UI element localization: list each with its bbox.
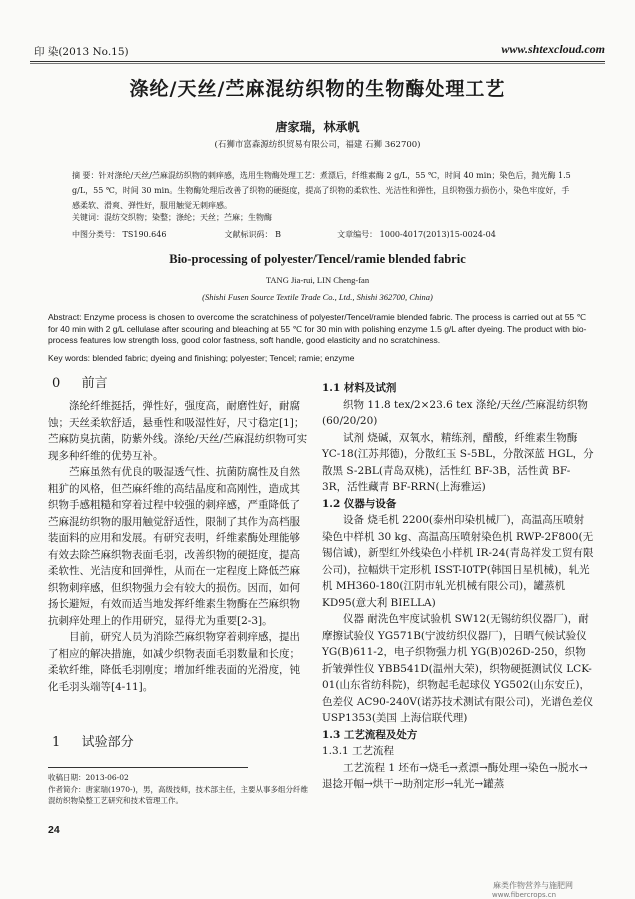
- footnote-rule: [48, 767, 248, 768]
- subsubsection-heading: 1.3.1 工艺流程: [322, 745, 395, 757]
- paragraph: 仪器 耐洗色牢度试验机 SW12(无锡纺织仪器厂)，耐摩擦试验仪 YG571B(宁波纺织仪器厂)，日晒气候试验仪 YG(B)611-2，电子织物强力机 YG(B)026D-250，织物折皱弹性仪 YBB541D(温州大荣)，织物硬挺测试仪 LCK-01(山东省纺科院)，织物起毛起球仪 YG502(山东安丘)，色差仪 AC90-240V(诺苏技术测试有限公司)，光谱色差仪 USP1353(美国 上海信联代理): [322, 613, 594, 724]
- body-right: [322, 380, 594, 793]
- paragraph: 试剂 烧碱，双氧水，精练剂，醋酸，纤维素生物酶 YC-18(江苏邦德)，分散红玉 S-5BL，分散深蓝 HGL，分散黑 S-2BL(青岛双桃)，活性红 BF-3B，活性黄 BF-3R，活性藏青 BF-RRN(上海雅运): [322, 431, 594, 493]
- affiliation-en: (Shishi Fusen Source Textile Trade Co., Ltd., Shishi 362700, China): [202, 292, 433, 302]
- page-number: 24: [48, 824, 60, 836]
- classification-row: [72, 229, 592, 240]
- journal-url[interactable]: www.shtexcloud.com: [501, 42, 605, 56]
- paragraph: 涤纶纤维挺括，弹性好，强度高，耐磨性好，耐腐蚀；天丝柔软舒适，悬垂性和吸湿性好，尺寸稳定[1]；苎麻防臭抗菌，防紫外线。涤纶/天丝/苎麻混纺织物可实现多种纤维的优势互补。: [48, 400, 308, 462]
- paragraph: 工艺流程 1 坯布→烧毛→煮漂→酶处理→染色→脱水→退捻开幅→烘干→助剂定形→轧光→罐蒸: [322, 761, 588, 790]
- author-bio: 作者简介：唐家瑞(1970-)，男，高级技师，技术部主任，主要从事多组分纤维混纺织物染整工艺研究和技术管理工作。: [48, 784, 308, 805]
- subsection-heading: 1.1 材料及试剂: [322, 382, 397, 394]
- paragraph: 织物 11.8 tex/2×23.6 tex 涤纶/天丝/苎麻混纺织物(60/20/20): [322, 398, 588, 427]
- journal-header: 印 染(2013 No.15): [34, 46, 129, 58]
- keywords-en: Key words: blended fabric; dyeing and finishing; polyester; Tencel; ramie; enzyme: [48, 353, 355, 363]
- body-left: [48, 398, 310, 695]
- subsection-heading: 1.2 仪器与设备: [322, 497, 397, 510]
- header-rule: [30, 61, 605, 62]
- document-code: 文献标识码： B: [224, 230, 281, 239]
- article-number: 文章编号： 1000-4017(2013)15-0024-04: [337, 230, 496, 239]
- section-number: 1: [52, 735, 61, 750]
- section-0-heading: [48, 376, 310, 393]
- paragraph: 设备 烧毛机 2200(泰州印染机械厂)，高温高压喷射染色中样机 30 kg、高温高压喷射染色机 RWP-2F800(无锡信诚)，新型红外线染色小样机 IR-24(青岛祥发工贸有限公司)，拉幅烘干定形机 ISST-I0TP(韩国日星机械)，轧光机 MH360-180(江阴市轧光机械有限公司)，罐蒸机 KD95(意大利 BIELLA): [322, 514, 594, 609]
- keywords-zh: 关键词：混纺交织物；染整；涤纶；天丝；苎麻；生物酶: [72, 213, 272, 222]
- paragraph: 目前，研究人员为消除苎麻织物穿着刺痒感，提出了相应的解决措施，如减少织物表面毛羽数量和长度；柔软纤维，降低毛羽刚度；增加纤维表面的光滑度，钝化毛羽头端等[4-11]。: [48, 631, 300, 693]
- section-title: 试验部分: [81, 735, 134, 750]
- clc-number: 中图分类号： TS190.646: [72, 230, 167, 239]
- section-title: 前言: [81, 376, 108, 391]
- title-en: Bio-processing of polyester/Tencel/ramie blended fabric: [169, 252, 466, 266]
- abstract-zh: 摘 要：针对涤纶/天丝/苎麻混纺织物的刺痒感，选用生物酶处理工艺：煮漂后，纤维素酶 2 g/L，55 ℃，时间 40 min；染色后，抛光酶 1.5 g/L，55 ℃，时间 30 min。生物酶处理后改善了织物的硬挺度，提高了织物的柔软性、光洁性和弹性，且织物强力损伤小，染色牢度好，手感柔软、滑爽、弹性好，服用触觉无刺痒感。: [72, 171, 571, 210]
- abstract-en: Abstract: Enzyme process is chosen to overcome the scratchiness of polyester/Tencel/ramie blended fabric. The process is carried out at 55 ℃ for 40 min with 2 g/L cellulase after scouring and bleaching at 55 ℃ for 30 min with polishing enzyme 1.5 g/L after dyeing. The product with bio-process features low strength loss, good color fastness, soft handle, good elasticity and no scratchiness.: [48, 312, 587, 345]
- section-1-heading: [48, 735, 310, 752]
- footnote: [48, 772, 313, 807]
- paragraph: 苎麻虽然有优良的吸湿透气性、抗菌防腐性及自然粗犷的风格，但苎麻纤维的高结晶度和高刚性，造成其织物手感粗糙和穿着过程中较强的刺痒感，严重降低了苎麻混纺织物的服用触觉舒适性，限制了其作为高档服装面料的应用和发展。有研究表明，纤维素酶处理能够有效去除苎麻织物表面毛羽，改善织物的硬挺度，提高柔软性、光洁度和回弹性，从而在一定程度上降低苎麻织物刺痒感，但织物强力会有较大的损伤。因而，如何扬长避短，有效而适当地发挥纤维素生物酶在苎麻织物抗刺痒处理上的作用研究，显得尤为重要[2-3]。: [48, 466, 300, 627]
- section-number: 0: [52, 376, 61, 391]
- received-date: 收稿日期：2013-06-02: [48, 773, 129, 782]
- subsection-heading: 1.3 工艺流程及处方: [322, 728, 418, 741]
- affiliation-zh: (石狮市富森源纺织贸易有限公司，福建 石狮 362700): [214, 140, 421, 150]
- watermark-url[interactable]: www.fibercrops.cn: [492, 891, 557, 899]
- title-zh: 涤纶/天丝/苎麻混纺织物的生物酶处理工艺: [129, 78, 506, 100]
- authors-en: TANG Jia-rui, LIN Cheng-fan: [265, 275, 370, 285]
- authors-zh: 唐家瑞，林承帆: [275, 120, 360, 134]
- header-rule-thin: [30, 63, 605, 64]
- watermark-zh: 麻类作物营养与施肥网: [493, 881, 573, 890]
